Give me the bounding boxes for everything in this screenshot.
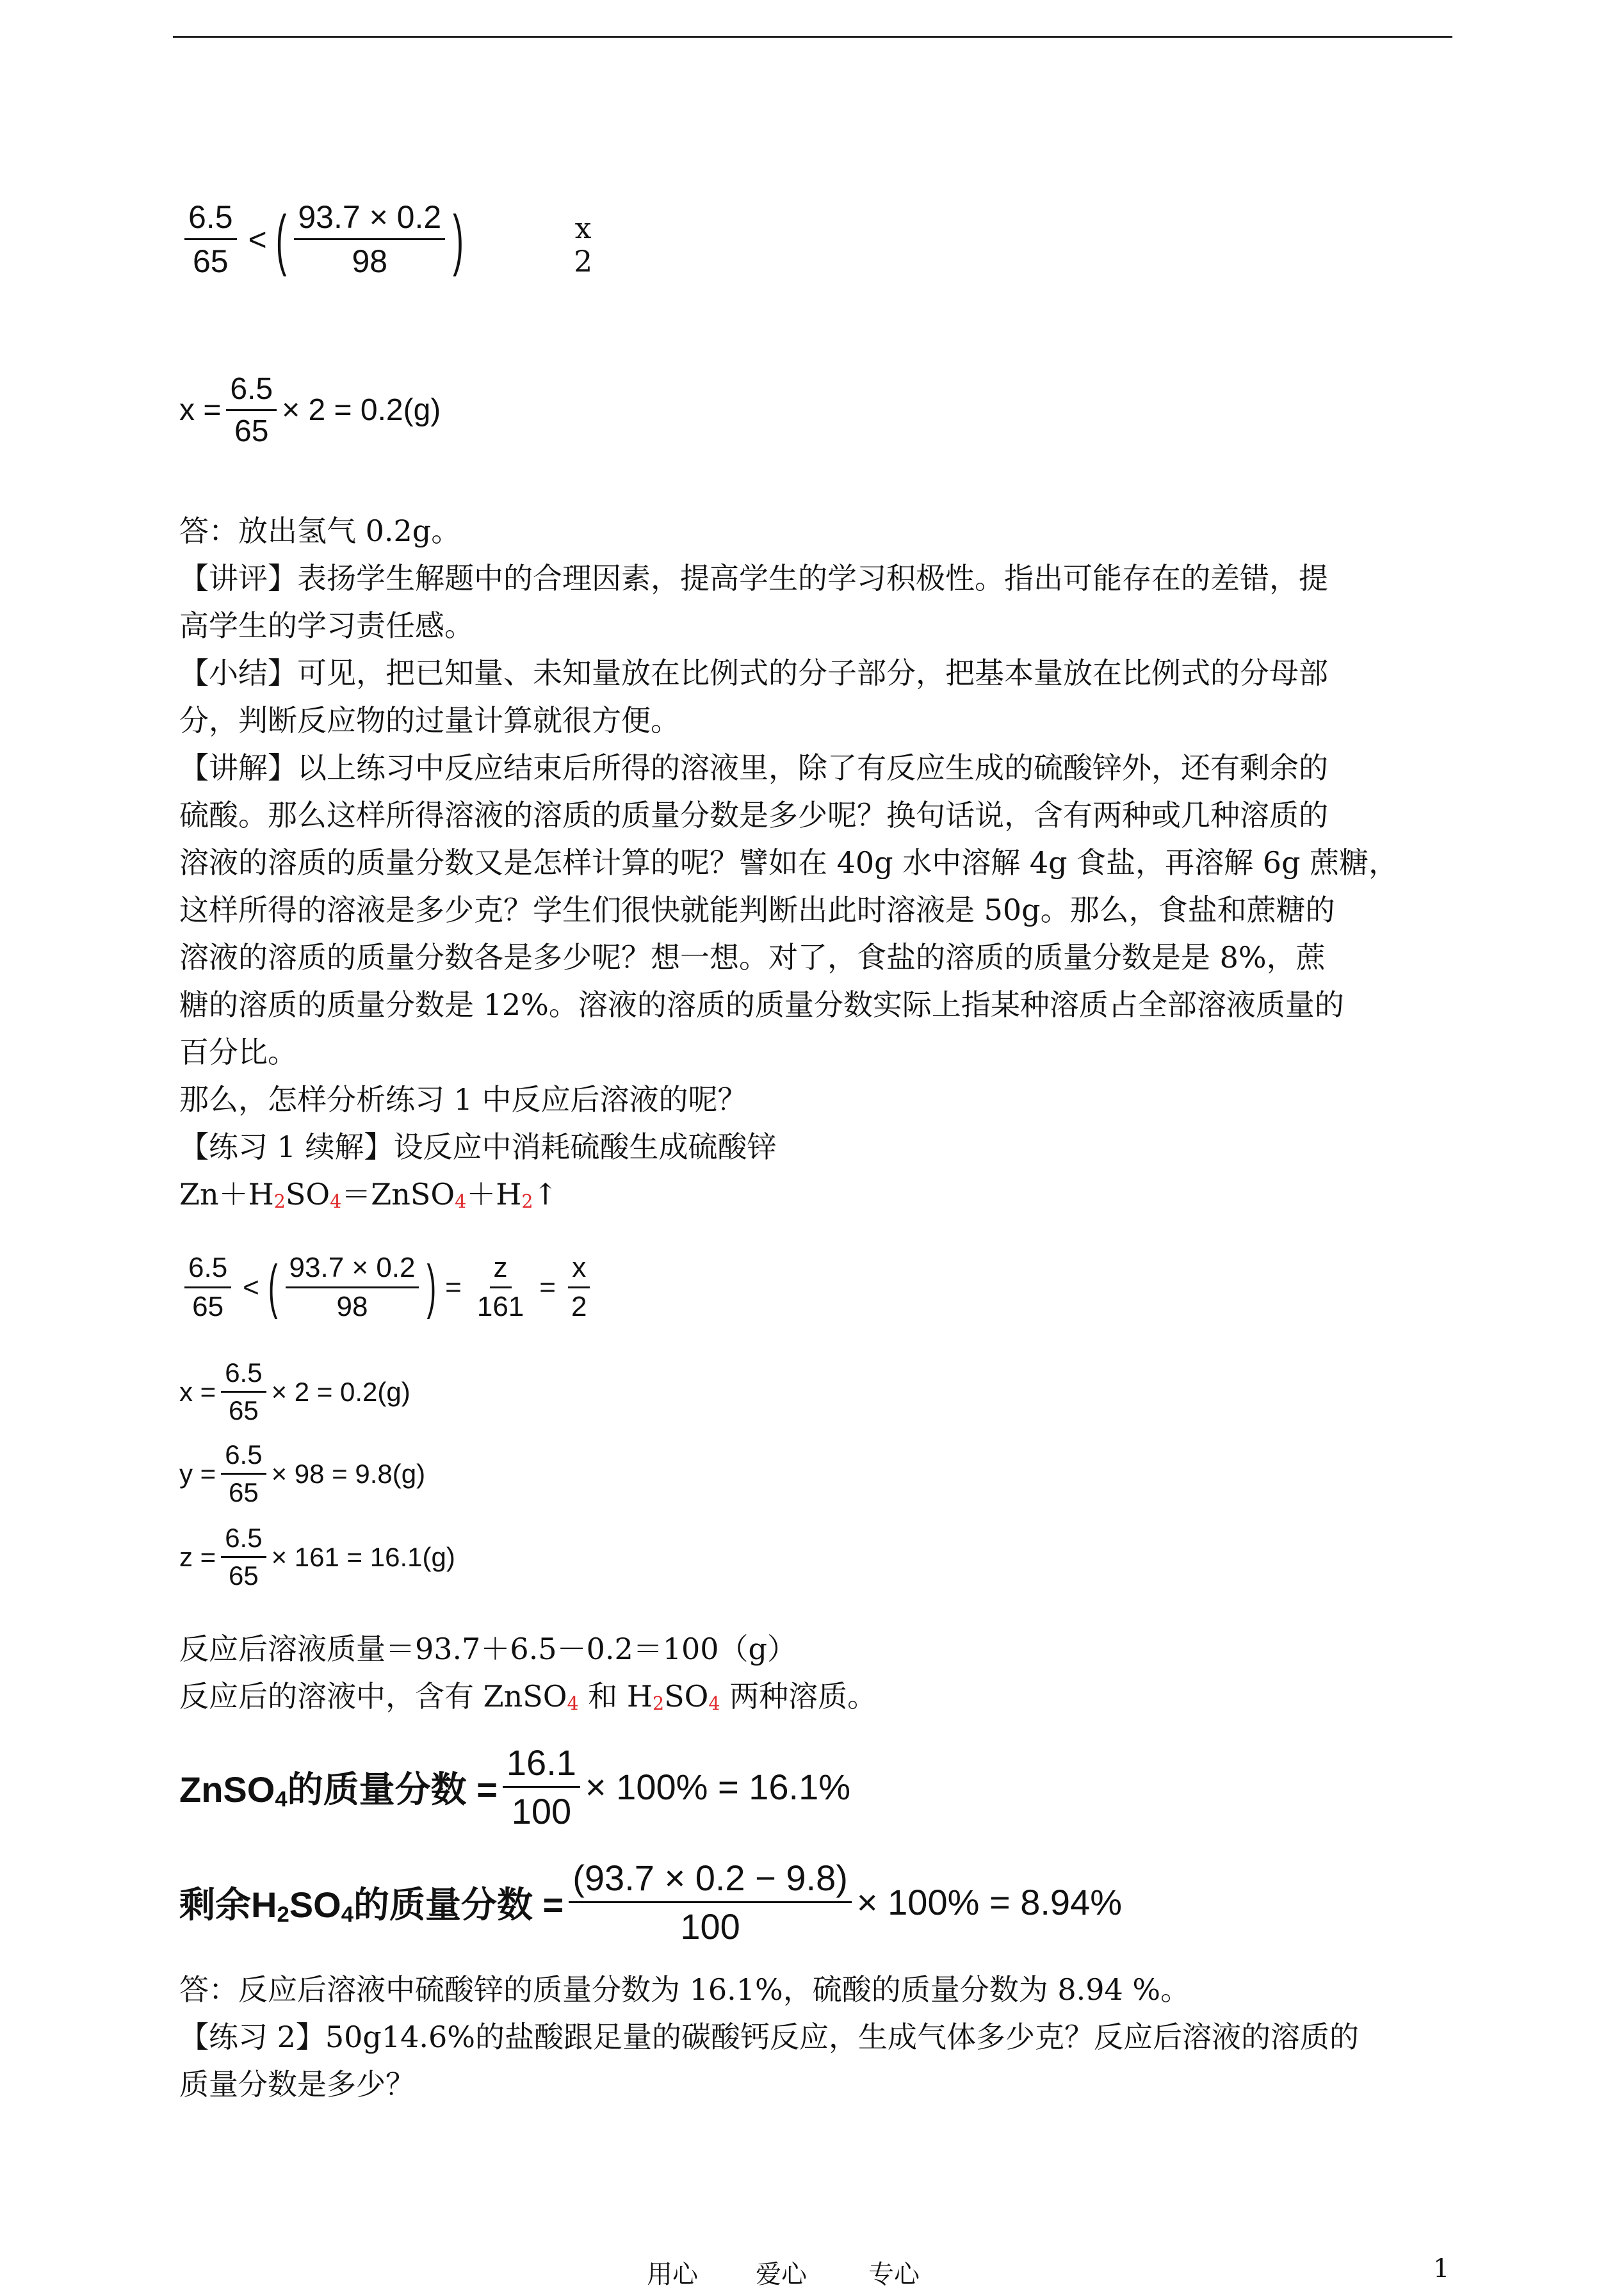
numerator: 6.5 — [184, 199, 237, 240]
subscript: 4 — [567, 1693, 579, 1715]
open-paren: ( — [268, 1254, 278, 1320]
equation-z — [179, 1523, 455, 1591]
close-paren: ) — [426, 1254, 437, 1320]
fraction — [286, 1252, 419, 1323]
practice2-line-2: 质量分数是多少？ — [179, 2067, 415, 2102]
denominator: 65 — [229, 1395, 259, 1425]
text-part: 两种溶质。 — [720, 1679, 877, 1714]
numerator: 6.5 — [226, 371, 277, 411]
subscript: 2 — [277, 1902, 289, 1927]
page-number: 1 — [1433, 2254, 1450, 2283]
fraction — [221, 1523, 266, 1591]
footer-word-1: 用心 — [647, 2260, 698, 2289]
numerator: 6.5 — [221, 1439, 266, 1475]
header-rule — [173, 36, 1452, 38]
explain-line-2: 硫酸。那么这样所得溶液的溶质的质量分数是多少呢？换句话说，含有两种或几种溶质的 — [179, 798, 1328, 832]
denominator: 98 — [336, 1291, 368, 1322]
fraction — [294, 199, 445, 280]
reaction-part: SO — [285, 1177, 330, 1212]
explain-line-3: 溶液的溶质的质量分数又是怎样计算的呢？譬如在 40g 水中溶解 4g 食盐，再溶解 6g 蔗糖， — [179, 845, 1399, 880]
lhs: z = — [179, 1541, 216, 1572]
fraction — [473, 1252, 528, 1323]
close-paren: ) — [453, 201, 464, 277]
fraction — [569, 1857, 852, 1947]
reaction-part: ＋H — [466, 1177, 522, 1212]
numerator: 6.5 — [184, 1252, 231, 1288]
label-text: ZnSO — [179, 1769, 275, 1810]
reaction-part: ＝ZnSO — [341, 1177, 455, 1212]
label-text: 的质量分数 = — [353, 1884, 564, 1925]
less-than-sign: < — [243, 1271, 259, 1303]
label — [179, 1762, 498, 1813]
mass-line: 反应后溶液质量＝93.7＋6.5－0.2＝100（g） — [179, 1632, 797, 1666]
equation-znso4-fraction — [179, 1742, 850, 1832]
numerator: 6.5 — [221, 1523, 266, 1558]
equation-h2so4-fraction — [179, 1857, 1122, 1947]
label — [179, 1877, 564, 1928]
numerator: z — [490, 1252, 512, 1288]
rhs: × 2 = 0.2(g) — [282, 393, 441, 427]
rhs: × 100% = 8.94% — [856, 1882, 1122, 1922]
open-paren: ( — [275, 201, 287, 277]
footer-word-3: 专心 — [868, 2260, 920, 2289]
subscript: 4 — [341, 1902, 353, 1927]
label-text: 的质量分数 = — [287, 1769, 498, 1810]
fraction — [184, 199, 237, 280]
reaction-equation — [179, 1171, 558, 1226]
review-line-1: 【讲评】表扬学生解题中的合理因素，提高学生的学习积极性。指出可能存在的差错，提 — [179, 561, 1328, 596]
lhs: x = — [179, 1376, 216, 1407]
explain-line-7: 百分比。 — [179, 1035, 297, 1069]
label-text: SO — [289, 1884, 341, 1925]
denominator: 98 — [352, 243, 388, 279]
numerator: (93.7 × 0.2 − 9.8) — [569, 1857, 852, 1903]
summary-line-2: 分，判断反应物的过量计算就很方便。 — [179, 703, 680, 738]
subscript: 4 — [455, 1191, 467, 1213]
label-text: 剩余H — [179, 1884, 277, 1925]
two-label: 2 — [574, 244, 593, 279]
x-over-2 — [574, 211, 592, 278]
rhs: × 98 = 9.8(g) — [271, 1458, 426, 1489]
denominator: 161 — [476, 1291, 524, 1322]
summary-line-1: 【小结】可见，把已知量、未知量放在比例式的分子部分，把基本量放在比例式的分母部 — [179, 656, 1328, 690]
up-arrow-icon: ↑ — [533, 1177, 558, 1212]
lhs: y = — [179, 1458, 216, 1489]
fraction — [567, 1252, 590, 1323]
denominator: 100 — [680, 1906, 740, 1947]
footer-word-2: 爱心 — [756, 2260, 807, 2289]
practice1-line: 【练习 1 续解】设反应中消耗硫酸生成硫酸锌 — [179, 1130, 777, 1164]
fraction — [221, 1439, 266, 1508]
review-line-2: 高学生的学习责任感。 — [179, 608, 474, 643]
x-label: x — [574, 211, 592, 245]
equation-x — [179, 371, 441, 449]
rhs: × 161 = 16.1(g) — [271, 1541, 455, 1572]
denominator: 2 — [571, 1291, 587, 1322]
reaction-part: Zn＋H — [179, 1177, 274, 1212]
denominator: 65 — [229, 1477, 259, 1507]
numerator: 16.1 — [503, 1742, 580, 1788]
fraction — [184, 1252, 231, 1323]
numerator: 93.7 × 0.2 — [294, 199, 445, 240]
numerator: 93.7 × 0.2 — [286, 1252, 419, 1288]
explain-line-1: 【讲解】以上练习中反应结束后所得的溶液里，除了有反应生成的硫酸锌外，还有剩余的 — [179, 750, 1328, 785]
rhs: × 100% = 16.1% — [585, 1767, 850, 1807]
denominator: 65 — [234, 414, 269, 448]
subscript: 2 — [521, 1191, 533, 1213]
numerator: 6.5 — [221, 1358, 266, 1393]
proportion-equation-top — [179, 199, 466, 280]
practice2-line-1: 【练习 2】50g14.6%的盐酸跟足量的碳酸钙反应，生成气体多少克？反应后溶液的溶质的 — [179, 2020, 1359, 2054]
text-part: SO — [664, 1679, 709, 1714]
numerator: x — [568, 1252, 590, 1288]
question-line: 那么，怎样分析练习 1 中反应后溶液的呢？ — [179, 1082, 747, 1117]
fraction — [503, 1742, 580, 1832]
equals-sign: = — [445, 1271, 462, 1303]
equation-x2 — [179, 1358, 410, 1426]
answer-2: 答：反应后溶液中硫酸锌的质量分数为 16.1%，硫酸的质量分数为 8.94 %。 — [179, 1972, 1190, 2007]
fraction — [221, 1358, 266, 1426]
rhs: × 2 = 0.2(g) — [271, 1376, 410, 1407]
less-than-sign: < — [248, 221, 267, 257]
proportion-equation — [179, 1252, 596, 1323]
text-part: 和 H — [578, 1679, 653, 1714]
subscript: 2 — [273, 1191, 286, 1213]
subscript: 2 — [652, 1693, 665, 1715]
text-part: 反应后的溶液中，含有 ZnSO — [179, 1679, 567, 1714]
lhs: x = — [179, 393, 222, 427]
denominator: 65 — [229, 1561, 259, 1591]
denominator: 65 — [192, 243, 229, 279]
equation-y — [179, 1439, 425, 1508]
denominator: 65 — [192, 1291, 224, 1322]
subscript: 4 — [330, 1191, 342, 1213]
equals-sign: = — [539, 1271, 556, 1303]
explain-line-5: 溶液的溶质的质量分数各是多少呢？想一想。对了，食盐的溶质的质量分数是是 8%，蔗 — [179, 940, 1326, 975]
answer-1: 答：放出氢气 0.2g。 — [179, 514, 461, 548]
fraction — [226, 371, 277, 449]
subscript: 4 — [275, 1787, 288, 1812]
solutes-line — [179, 1673, 877, 1728]
explain-line-4: 这样所得的溶液是多少克？学生们很快就能判断出此时溶液是 50g。那么，食盐和蔗糖的 — [179, 893, 1335, 927]
denominator: 100 — [511, 1791, 572, 1831]
explain-line-6: 糖的溶质的质量分数是 12%。溶液的溶质的质量分数实际上指某种溶质占全部溶液质量的 — [179, 987, 1344, 1022]
subscript: 4 — [708, 1693, 720, 1715]
